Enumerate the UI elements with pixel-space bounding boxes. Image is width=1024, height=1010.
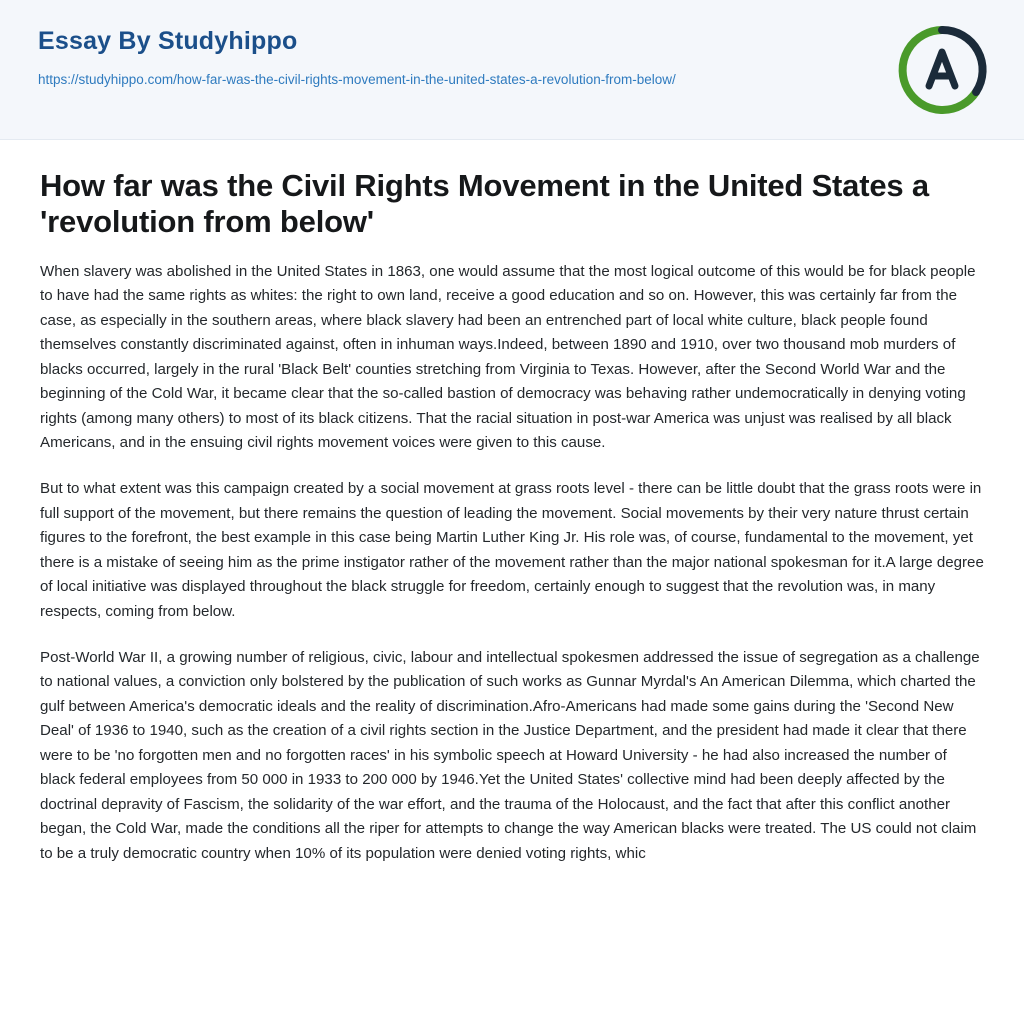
studyhippo-a-logo-icon — [896, 24, 988, 116]
document-body — [0, 140, 1024, 866]
page-header — [0, 0, 1024, 140]
page-title: How far was the Civil Rights Movement in the United States a 'revolution from below' — [40, 168, 929, 239]
site-brand-title: Essay By Studyhippo — [38, 27, 298, 55]
essay-paragraph: But to what extent was this campaign created by a social movement at grass roots level - there can be little doubt that the grass roots were in full support of the movement, but there remains the question of leading the movement. Social movements by their very nature thrust certain figures to the forefront, the best example in this case being Martin Luther King Jr. His role was, of course, fundamental to the movement, yet there is a mistake of seeing him as the prime instigator rather of the movement rather than the major national spokesman for it.A large degree of local initiative was displayed throughout the black struggle for freedom, certainly enough to suggest that the revolution was, in many respects, coming from below. — [40, 480, 984, 620]
essay-paragraph: When slavery was abolished in the United States in 1863, one would assume that the most logical outcome of this would be for black people to have had the same rights as whites: the right to own land, receive a good education and so on. However, this was certainly far from the case, as especially in the southern areas, where black slavery had been an entrenched part of local white culture, black people found themselves constantly discriminated against, often in inhuman ways.Indeed, between 1890 and 1910, over two thousand mob murders of blacks occurred, largely in the rural 'Black Belt' counties stretching from Virginia to Texas. However, after the Second World War and the beginning of the Cold War, it became clear that the so-called bastion of democracy was behaving rather undemocratically in denying voting rights (among many others) to most of its black citizens. That the racial situation in post-war America was unjust was realised by all black Americans, and in the ensuing civil rights movement voices were given to this cause. — [40, 262, 976, 451]
essay-paragraph: Post-World War II, a growing number of religious, civic, labour and intellectual spokesmen addressed the issue of segregation as a challenge to national values, a conviction only bolstered by the publication of such works as Gunnar Myrdal's An American Dilemma, which charted the gulf between America's democratic ideals and the reality of discrimination.Afro-Americans had made some gains during the 'Second New Deal' of 1936 to 1940, such as the creation of a civil rights section in the Justice Department, and the president had made it clear that there were to be 'no forgotten men and no forgotten races' in his symbolic speech at Howard University - he had also increased the number of black federal employees from 50 000 in 1933 to 200 000 by 1946.Yet the United States' collective mind had been deeply affected by the doctrinal depravity of Fascism, the solidarity of the war effort, and the trauma of the Holocaust, and the fact that after this conflict another began, the Cold War, made the conditions all the riper for attempts to change the way American blacks were treated. The US could not claim to be a truly democratic country when 10% of its population were denied voting rights, whic — [40, 649, 980, 862]
source-url-link[interactable]: https://studyhippo.com/how-far-was-the-civil-rights-movement-in-the-united-states-a-revolution-from-below/ — [38, 71, 676, 87]
